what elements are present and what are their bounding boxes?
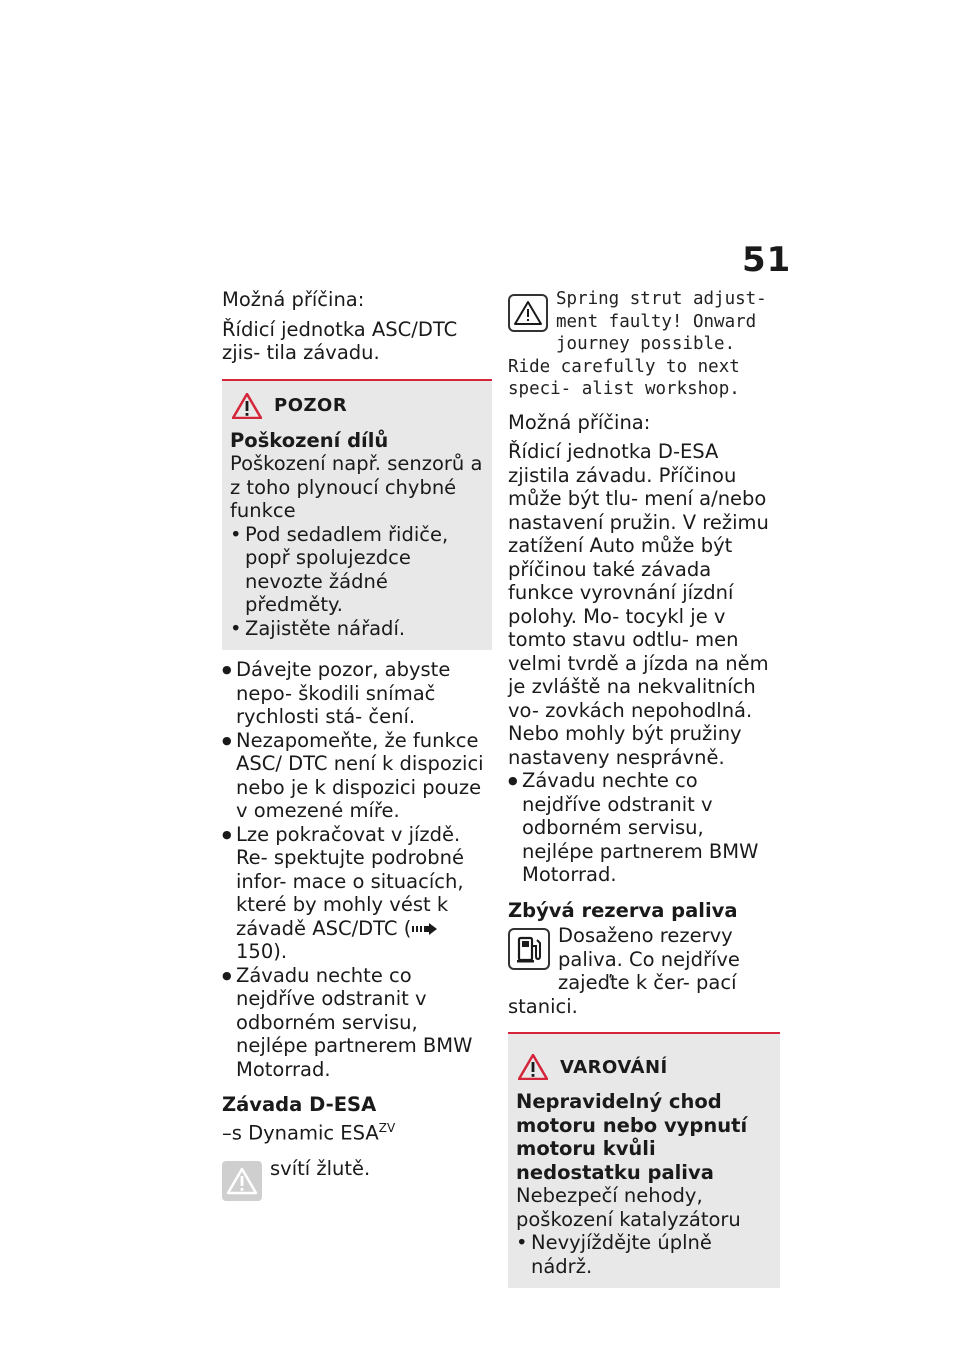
caution-title: POZOR (274, 395, 348, 416)
warning-triangle-icon (232, 393, 262, 419)
display-message: Spring strut adjust- ment faulty! Onward journey possible. Ride carefully to next speci- alist workshop. (508, 289, 767, 399)
fuel-heading: Zbývá rezerva paliva (508, 898, 738, 922)
cause-label: Možná příčina: (222, 288, 365, 311)
list-item: • Pod sedadlem řidiče, popř spolujezdce nevozte žádné předměty. (230, 523, 484, 617)
list-item: ● Dávejte pozor, abyste nepo- škodili snímač rychlosti stá- čení. (222, 658, 492, 729)
warning-text: Nebezpečí nehody, poškození katalyzátoru (516, 1184, 741, 1231)
fuel-pump-icon (508, 928, 550, 970)
warning-light-icon (222, 1161, 262, 1201)
caution-box (222, 379, 492, 651)
cause-text: Řídicí jednotka D-ESA zjistila závadu. Příčinou může být tlu- mení a/nebo nastavení pružin. V režimu zatížení Auto může být příčinou také závada funkce vyrovnání jízdní polohy. Mo- tocykl je v tomto stavu odtlu- men velmi tvrdě a jízda na něm je zvláště na nekvalitních vo- zovkách nepohodlná. Nebo mohly být pružiny nastaveny nesprávně. (508, 440, 769, 769)
left-column (222, 288, 492, 1203)
list-item: • Zajistěte nářadí. (230, 617, 484, 641)
page-ref-open: ( (403, 916, 412, 940)
warning-box (508, 1032, 780, 1288)
list-item: ● Nezapomeňte, že funkce ASC/ DTC není k dispozici nebo je k dispozici pouze v omezené míře. (222, 729, 492, 823)
action-list (222, 658, 492, 1081)
fuel-text: Dosaženo rezervy paliva. Co nejdříve zajeďte k čer- pací stanici. (508, 924, 740, 1018)
cause-text: Řídicí jednotka ASC/DTC zjis- tila závadu. (222, 317, 458, 364)
warning-title: VAROVÁNÍ (560, 1056, 668, 1078)
page-ref-arrow-icon[interactable] (412, 923, 438, 935)
action-list (508, 769, 780, 887)
page-ref[interactable]: 150). (236, 940, 288, 963)
esa-heading: Závada D-ESA (222, 1093, 377, 1116)
warning-header (516, 1054, 772, 1080)
caution-text: Poškození např. senzorů a z toho plynoucí chybné funkce (230, 452, 483, 522)
fuel-indicator (508, 924, 780, 1018)
list-item: ● Závadu nechte co nejdříve odstranit v odborném servisu, nejlépe partnerem BMW Motorrad. (222, 964, 492, 1082)
warning-triangle-icon (508, 294, 548, 332)
warning-triangle-icon (518, 1054, 548, 1080)
esa-sub-text: –s Dynamic ESA (222, 1121, 379, 1144)
list-item (222, 823, 492, 964)
esa-light-text: svítí žlutě. (270, 1156, 371, 1180)
list-item-text: Lze pokračovat v jízdě. Re- spektujte podrobné infor- mace o situacích, které by mohly vést k závadě ASC/DTC (236, 822, 464, 940)
list-item: • Nevyjíždějte úplně nádrž. (516, 1231, 772, 1278)
esa-subheading (222, 1117, 492, 1145)
display-message-block (508, 288, 780, 401)
esa-sup: ZV (378, 1120, 396, 1135)
caution-list (230, 523, 484, 641)
page-number: 51 (742, 240, 792, 280)
caution-heading: Poškození dílů (230, 428, 389, 452)
warning-list (516, 1231, 772, 1278)
caution-header (230, 393, 484, 419)
warning-heading: Nepravidelný chod motoru nebo vypnutí motoru kvůli nedostatku paliva (516, 1090, 748, 1184)
esa-indicator (222, 1157, 492, 1203)
list-item: ● Závadu nechte co nejdříve odstranit v odborném servisu, nejlépe partnerem BMW Motorrad. (508, 769, 780, 887)
right-column (508, 288, 780, 1288)
cause-label: Možná příčina: (508, 410, 651, 434)
